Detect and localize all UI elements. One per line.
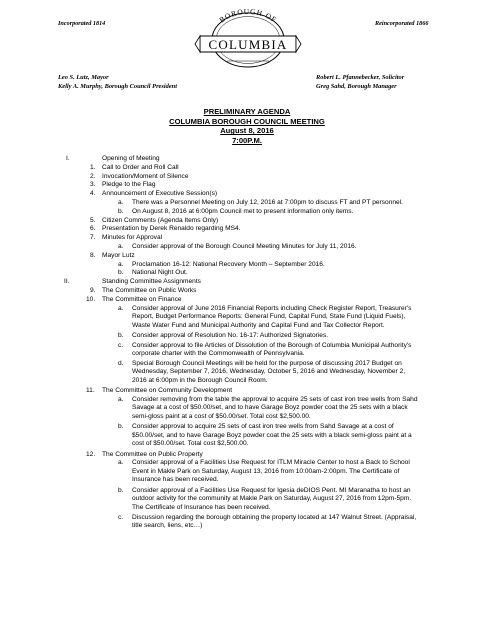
sub-item: b. Consider approval of a Facilities Use Request for Igesia deDIOS Pent. MI Maranatha to host an outdoor activity for the community at Makle Park on Saturday, August 27, 2016 from 12pm-5pm. The Certificate of Insurance has been received. bbox=[118, 486, 412, 511]
list-item: 4. Announcement of Executive Session(s) bbox=[90, 190, 218, 198]
list-item: 11. The Committee on Community Development bbox=[86, 387, 233, 395]
sub-item: b. On August 8, 2016 at 6:00pm Council met to present information only items. bbox=[118, 207, 354, 215]
list-item: 10. The Committee on Finance bbox=[86, 295, 182, 303]
sub-item: a. Consider approval of June 2016 Financial Reports including Check Register Report, Treasurer's Report, Budget Performance Reports: General Fund, Capital Fund, State Fund (Liquid Fuels), Waste Water Fund and Municipal Authority and Capital Fund and Tax Collector Report. bbox=[118, 304, 412, 329]
section-heading bbox=[0, 278, 494, 287]
sub-item: d. Special Borough Council Meetings will be held for the purpose of discussing 2017 Budget on Wednesday, September 7, 2016, Wednesday, October 5, 2016 and Wednesday, November 2, 2016 at 6:00pm in the Borough Council Room. bbox=[118, 359, 406, 384]
sub-item: b. Consider approval of Resolution No. 16-17: Authorized Signatories. bbox=[118, 332, 329, 340]
sub-item: b. Consider approval to acquire 25 sets of cast iron tree wells from Sahd Savage at a cost of $50.00/set, and to have Garage Boyz powder coat the 25 sets with a black semi-gloss paint at a cost of $50.00/set. Total cost $2,500.00. bbox=[118, 423, 412, 448]
manager-name: Greg Sahd, Borough Manager bbox=[316, 82, 397, 90]
list-item: 7. Minutes for Approval bbox=[90, 234, 163, 242]
agenda-subtitle: COLUMBIA BOROUGH COUNCIL MEETING bbox=[169, 116, 325, 126]
mayor-name: Leo S. Lutz, Mayor bbox=[58, 74, 109, 81]
logo-main-text: COLUMBIA bbox=[208, 37, 288, 52]
council-president-name: Kelly A. Murphy, Borough Council President bbox=[58, 82, 178, 90]
reincorporated-note: Reincorporated 1866 bbox=[375, 20, 429, 27]
list-item: 12. The Committee on Public Property bbox=[86, 450, 203, 458]
section-heading bbox=[0, 155, 494, 164]
list-item: 2. Invocation/Moment of Silence bbox=[90, 172, 189, 180]
list-item: 3. Pledge to the Flag bbox=[90, 181, 156, 189]
sub-item: c. Consider approval to file Articles of Dissolution of the Borough of Columbia Municipal Authority's corporate charter with the Commonwealth of Pennsylvania. bbox=[118, 341, 412, 358]
section-title: Standing Committee Assignments bbox=[102, 278, 201, 286]
sub-item: a. Consider approval of the Borough Council Meeting Minutes for July 11, 2016. bbox=[118, 242, 357, 250]
section-number: II. bbox=[64, 278, 70, 286]
sub-item: a. Consider approval of a Facilities Use Request for ITLM Miracle Center to host a Back to School Event in Makle Park on Saturday, August 13, 2016 from 10:00am-2:00pm. The Certificate of Insurance has been received. bbox=[118, 459, 410, 484]
officials-right bbox=[316, 74, 404, 91]
sub-item: b. National Night Out. bbox=[118, 269, 188, 277]
sub-item: a. Proclamation 16-12: National Recovery Month – September 2016. bbox=[118, 260, 325, 268]
incorporated-note: Incorporated 1814 bbox=[58, 20, 106, 27]
section-number: I. bbox=[66, 155, 70, 162]
agenda-heading bbox=[0, 107, 494, 145]
borough-logo bbox=[193, 6, 303, 74]
agenda-title: PRELIMINARY AGENDA bbox=[203, 107, 291, 116]
sub-item: c. Discussion regarding the borough obtaining the property located at 147 Walnut Street. (Appraisal, title search, liens, etc…) bbox=[118, 513, 417, 530]
sub-item: a. There was a Personnel Meeting on July 12, 2016 at 7:00pm to discuss FT and PT personnel. bbox=[118, 198, 403, 206]
list-item: 1. Call to Order and Roll Call bbox=[90, 163, 179, 171]
list-item: 6. Presentation by Derek Renaldo regarding MS4. bbox=[90, 225, 241, 233]
solicitor-name: Robert L. Pfannebecker, Solicitor bbox=[316, 74, 405, 81]
list-item: 5. Citizen Comments (Agenda Items Only) bbox=[90, 216, 219, 224]
svg-text:BOROUGH OF bbox=[217, 7, 278, 25]
section-title: Opening of Meeting bbox=[102, 155, 160, 162]
sub-item: a. Consider removing from the table the approval to acquire 25 sets of cast iron tree wells from Sahd Savage at a cost of $50.00/set, and to have Garage Boyz powder coat the 25 sets with a black semi-gloss paint at a cost of $50.00/set. Total cost $2,500.00. bbox=[118, 395, 418, 421]
officials-left bbox=[58, 74, 177, 91]
agenda-date: August 8, 2016 bbox=[220, 126, 274, 136]
logo-top-text: BOROUGH OF bbox=[217, 6, 279, 25]
agenda-body bbox=[0, 155, 494, 532]
list-item: 8. Mayor Lutz bbox=[90, 251, 135, 259]
agenda-time: 7:00P.M. bbox=[232, 135, 262, 145]
list-item: 9. The Committee on Public Works bbox=[90, 286, 197, 294]
